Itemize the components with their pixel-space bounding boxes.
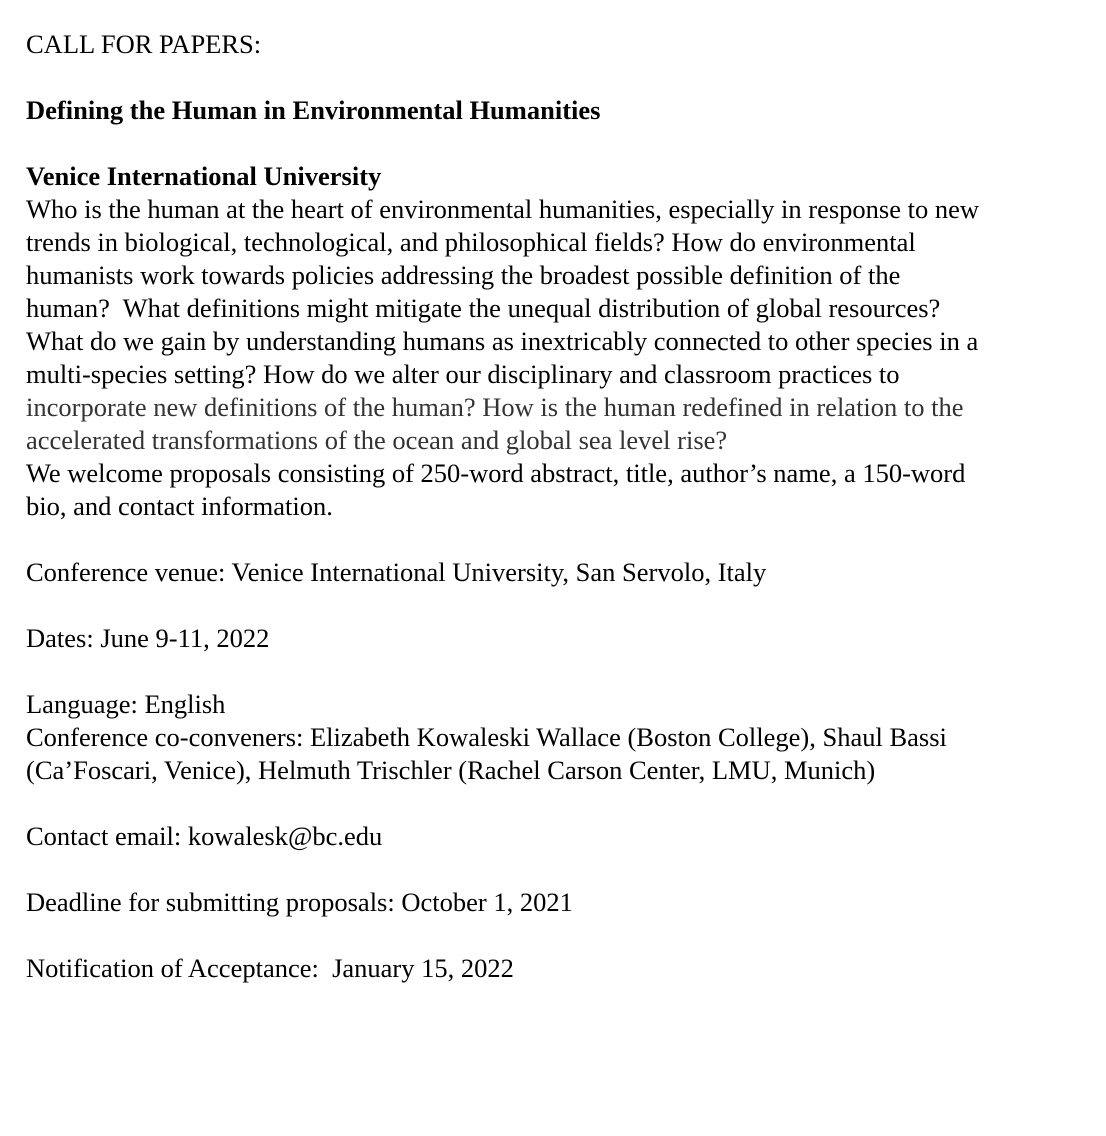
call-for-papers-document bbox=[26, 28, 1086, 985]
intro-line: What do we gain by understanding humans as inextricably connected to other species in a bbox=[26, 326, 979, 356]
intro-line: accelerated transformations of the ocean and global sea level rise? bbox=[26, 425, 728, 455]
intro-line: incorporate new definitions of the human? How is the human redefined in relation to the bbox=[26, 392, 964, 422]
conference-dates: Dates: June 9-11, 2022 bbox=[26, 623, 270, 653]
proposal-line: We welcome proposals consisting of 250-word abstract, title, author’s name, a 150-word bbox=[26, 458, 966, 488]
conveners-line: (Ca’Foscari, Venice), Helmuth Trischler (Rachel Carson Center, LMU, Munich) bbox=[26, 755, 876, 785]
document-heading: CALL FOR PAPERS: bbox=[26, 29, 262, 59]
intro-line: human? What definitions might mitigate the unequal distribution of global resources? bbox=[26, 293, 941, 323]
submission-deadline: Deadline for submitting proposals: October 1, 2021 bbox=[26, 887, 573, 917]
conveners-line: Conference co-conveners: Elizabeth Kowaleski Wallace (Boston College), Shaul Bassi bbox=[26, 722, 947, 752]
intro-line: multi-species setting? How do we alter our disciplinary and classroom practices to bbox=[26, 359, 900, 389]
institution-name: Venice International University bbox=[26, 161, 382, 191]
intro-line: humanists work towards policies addressing the broadest possible definition of the bbox=[26, 260, 901, 290]
intro-paragraph bbox=[26, 193, 1086, 457]
intro-line: trends in biological, technological, and philosophical fields? How do environmental bbox=[26, 227, 916, 257]
conveners-paragraph bbox=[26, 721, 1086, 787]
intro-line: Who is the human at the heart of environmental humanities, especially in response to new bbox=[26, 194, 979, 224]
conference-venue: Conference venue: Venice International University, San Servolo, Italy bbox=[26, 557, 767, 587]
document-title: Defining the Human in Environmental Humanities bbox=[26, 95, 601, 125]
proposal-line: bio, and contact information. bbox=[26, 491, 333, 521]
conference-language: Language: English bbox=[26, 689, 226, 719]
acceptance-notification: Notification of Acceptance: January 15, 2022 bbox=[26, 953, 514, 983]
proposal-paragraph bbox=[26, 457, 1086, 523]
contact-email: Contact email: kowalesk@bc.edu bbox=[26, 821, 383, 851]
